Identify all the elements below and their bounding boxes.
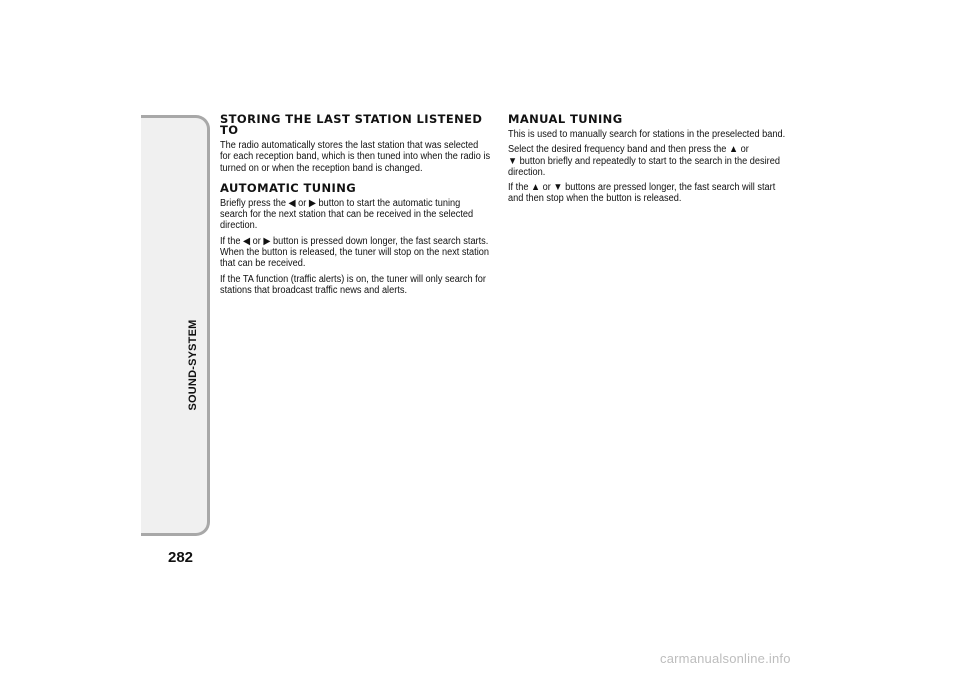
paragraph-ta-function: If the TA function (traffic alerts) is on, the tuner will only search for stations that broadcast traffic news and alerts. xyxy=(220,273,486,296)
text-fragment: If the xyxy=(220,235,244,247)
sidebar-tab xyxy=(141,115,210,536)
text-fragment: button is pressed down longer, the fast search starts. When the button is released, the tuner will stop on the next station that can be received. xyxy=(220,235,490,270)
text-fragment: buttons are pressed longer, the fast search will start and then stop when the button is released. xyxy=(508,182,776,205)
left-column xyxy=(220,114,492,300)
down-arrow-icon: ▼ xyxy=(508,155,518,167)
page-number: 282 xyxy=(168,549,194,566)
text-fragment: or xyxy=(738,144,749,156)
text-fragment: Briefly press the xyxy=(220,197,289,209)
heading-storing-last-station: STORING THE LAST STATION LISTENED TO xyxy=(220,112,483,137)
paragraph-manual-long xyxy=(508,182,786,205)
paragraph-auto-long xyxy=(220,236,490,270)
text-fragment: If the xyxy=(508,182,532,194)
left-arrow-icon: ◀ xyxy=(288,197,296,209)
paragraph-auto-brief xyxy=(220,198,490,232)
text-fragment: or xyxy=(250,235,264,247)
watermark-text: carmanualsonline.info xyxy=(660,651,791,666)
paragraph-storing: The radio automatically stores the last station that was selected for each reception band, which is then tuned into when the radio is turned on or when the reception band is changed. xyxy=(220,140,491,174)
right-column xyxy=(508,114,788,209)
paragraph-manual-intro: This is used to manually search for stations in the preselected band. xyxy=(508,129,786,140)
right-arrow-icon: ▶ xyxy=(308,197,316,209)
left-arrow-icon: ◀ xyxy=(243,235,251,247)
text-fragment: button briefly and repeatedly to start to the search in the desired direction. xyxy=(508,155,780,178)
section-label: SOUND-SYSTEM xyxy=(187,319,199,411)
right-arrow-icon: ▶ xyxy=(263,235,271,247)
text-fragment: or xyxy=(295,197,309,209)
text-fragment: or xyxy=(540,182,554,194)
up-arrow-icon: ▲ xyxy=(531,182,541,194)
heading-automatic-tuning: AUTOMATIC TUNING xyxy=(220,180,357,195)
up-arrow-icon: ▲ xyxy=(728,144,739,156)
text-fragment: button to start the automatic tuning search for the next station that can be received in the selected direction. xyxy=(220,197,474,232)
heading-manual-tuning: MANUAL TUNING xyxy=(508,112,623,126)
paragraph-manual-brief xyxy=(508,144,786,178)
down-arrow-icon: ▼ xyxy=(553,182,563,194)
text-fragment: Select the desired frequency band and then press the xyxy=(508,144,729,156)
